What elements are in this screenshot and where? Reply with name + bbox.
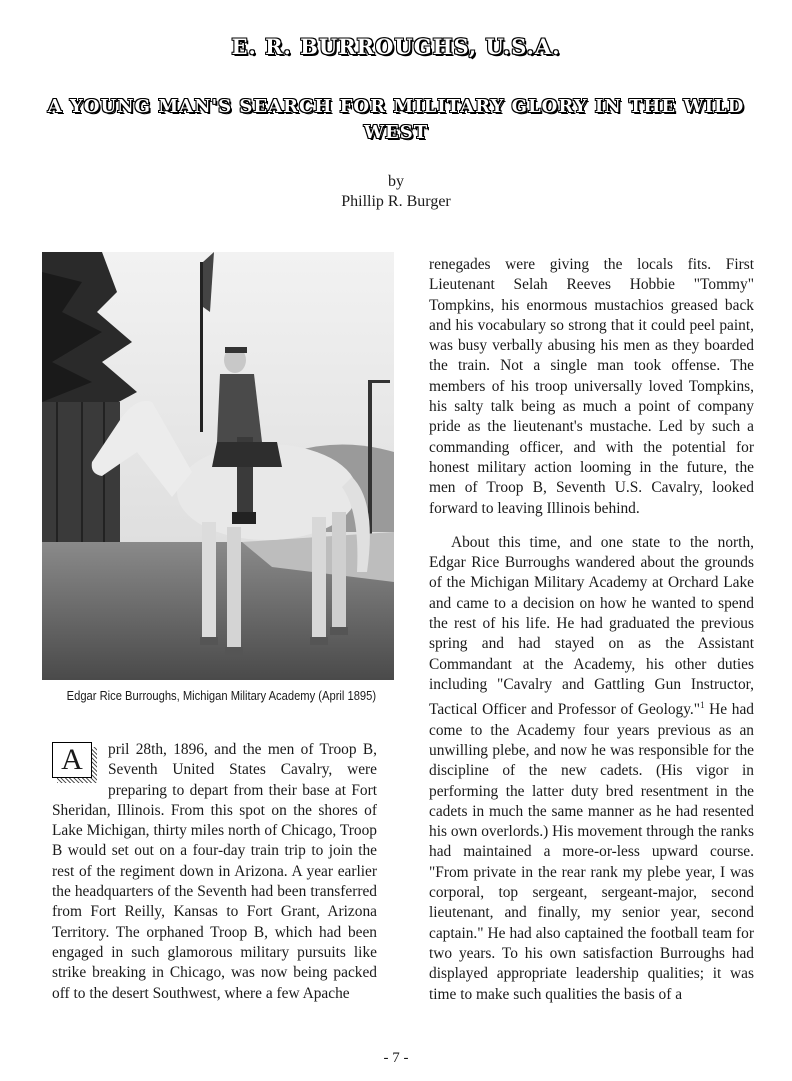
footnote-mark: 1 (700, 700, 705, 711)
article-subtitle: A YOUNG MAN'S SEARCH FOR MILITARY GLORY IN THE WILD WEST (47, 96, 745, 143)
drop-cap-letter: A (52, 742, 92, 778)
paragraph-2-text-a: About this time, and one state to the north, Edgar Rice Burroughs wandered about the grounds of the Michigan Military Academy at Orchard Lake and came to a decision on how he wanted to spend the rest of his life. He had graduated the previous spring and had stayed on as the Assistant Commandant at the Academy, his other duties including "Cavalry and Gattling Gun Instructor, Tactical Officer and Professor of Geology." (429, 533, 754, 719)
burroughs-horse-photo (42, 252, 394, 680)
paragraph-1-right: renegades were giving the locals fits. First Lieutenant Selah Reeves Hobbie "Tommy" Tompkins, his enormous mustachios greased back and his vocabulary so strong that it could peel paint, was busy verbally abusing his men as they boarded the train. Not a single man took offense. The members of his troop universally loved Tompkins, his salty talk being as much a point of company pride as the lieutenant's mustache. Led by such a commanding officer, and with the potential for honest military action looming in the future, the men of Troop B, Seventh U.S. Cavalry, looked forward to leaving Illinois behind. (429, 256, 754, 517)
page-number: - 7 - (383, 1050, 409, 1066)
paragraph-2 (429, 533, 754, 1005)
article-title: E. R. BURROUGHS, U.S.A. (231, 34, 561, 59)
drop-cap (52, 742, 100, 784)
article-column-right (429, 255, 754, 1005)
paragraph-2-text-b: He had come to the Academy four years previous as an unwilling plebe, and now he was responsible for the discipline of the new cadets. (His vigor in performing the latter duty bred resentment in the cadets in much the same manner as he had resented his own overlords.) His movement through the ranks had maintained a more-or-less upward course. "From private in the rear rank my plebe year, I was corporal, top sergeant, sergeant-major, second lieutenant, and finally, my senior year, second captain." He had also captained the football team for two years. To his own satisfaction Burroughs had displayed appropriate leadership qualities; it was time to make such qualities the basis of a (429, 701, 754, 1003)
photo-caption: Edgar Rice Burroughs, Michigan Military Academy (April 1895) (66, 688, 377, 703)
article-column-left (52, 740, 377, 1004)
byline-by: by (388, 173, 404, 190)
paragraph-1-left: pril 28th, 1896, and the men of Troop B, Seventh United States Cavalry, were preparing to depart from their base at Fort Sheridan, Illinois. From this spot on the shores of Lake Michigan, thirty miles north of Chicago, Troop B would set out on a four-day train trip to join the rest of the regiment down in Arizona. A year earlier the headquarters of the Seventh had been transferred from Fort Reilly, Kansas to Fort Grant, Arizona Territory. The orphaned Troop B, which had been engaged in such glamorous military pursuits like strike breaking in Chicago, was now being packed off to the desert Southwest, where a few Apache (52, 741, 377, 1002)
byline-author: Phillip R. Burger (341, 193, 451, 210)
